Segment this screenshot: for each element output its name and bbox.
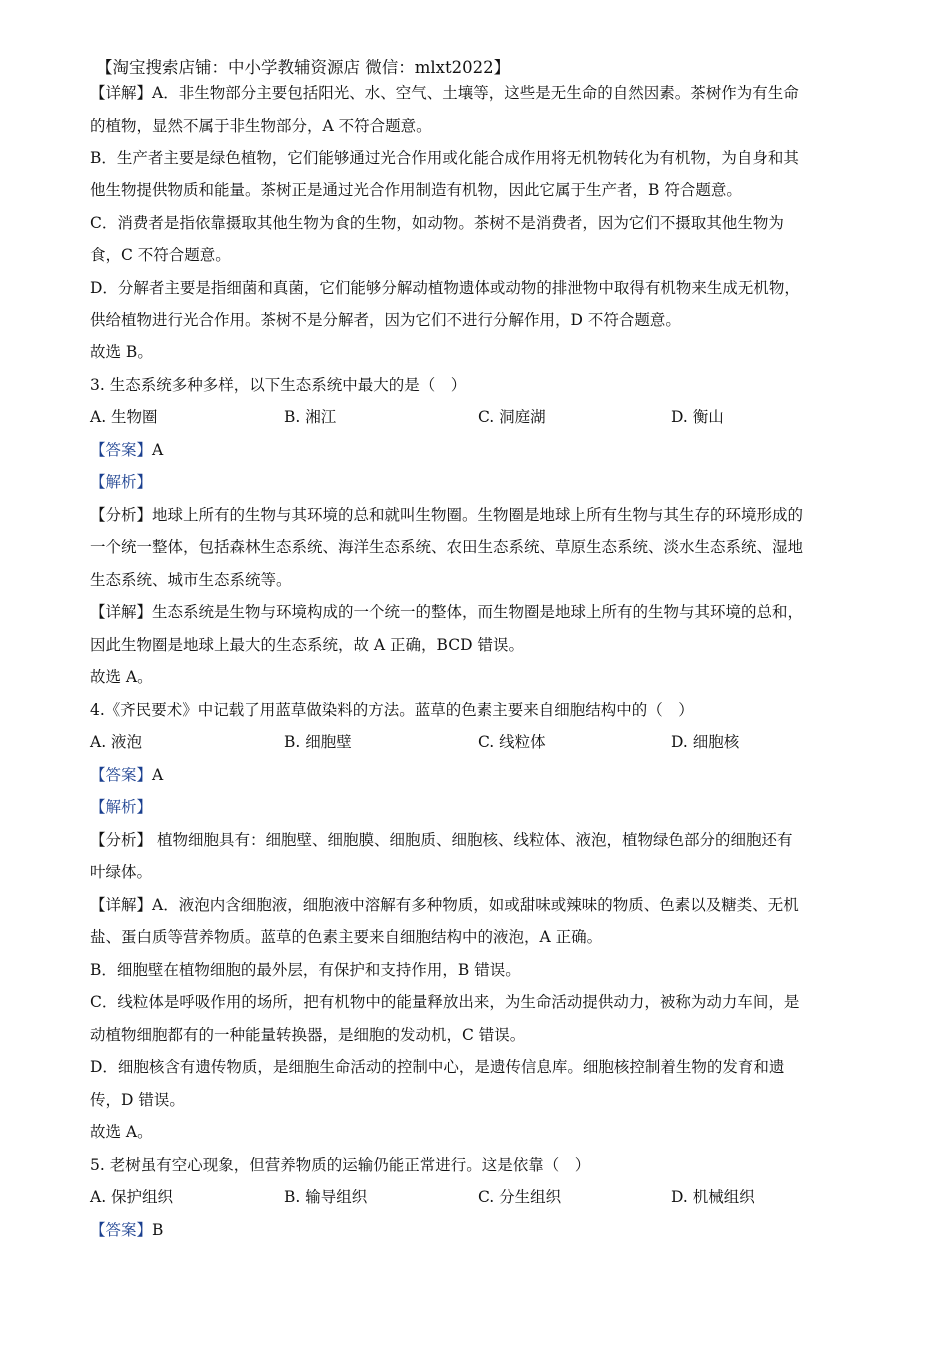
q2-detail-b-line2: 他生物提供物质和能量。茶树正是通过光合作用制造有机物，因此它属于生产者，B 符合题意。 — [90, 181, 742, 199]
q4-option-a: A. 液泡 — [90, 733, 143, 751]
q4-detail-d-line1: D．细胞核含有遗传物质，是细胞生命活动的控制中心，是遗传信息库。细胞核控制着生物的发育和遗 — [90, 1058, 785, 1076]
q4-detail-d-line2: 传，D 错误。 — [90, 1091, 185, 1109]
answer-tag: 【答案】 — [90, 441, 153, 459]
q4-option-b: B. 细胞壁 — [284, 733, 352, 751]
q4-option-d: D. 细胞核 — [671, 733, 740, 751]
q5-option-b: B. 输导组织 — [284, 1188, 368, 1206]
q2-detail-c-line1: C．消费者是指依靠摄取其他生物为食的生物，如动物。茶树不是消费者，因为它们不摄取其他生物为 — [90, 214, 784, 232]
q4-detail-a-line2: 盐、蛋白质等营养物质。蓝草的色素主要来自细胞结构中的液泡，A 正确。 — [90, 928, 603, 946]
q2-detail-a-line2: 的植物，显然不属于非生物部分，A 不符合题意。 — [90, 117, 432, 135]
detail-text: A．液泡内含细胞液，细胞液中溶解有多种物质，如或甜味或辣味的物质、色素以及糖类、无机 — [152, 896, 799, 914]
q3-stem: 3. 生态系统多种多样，以下生态系统中最大的是（ ） — [90, 376, 467, 394]
answer-value: A — [152, 766, 164, 784]
answer-value: B — [152, 1221, 164, 1239]
q4-detail-b: B．细胞壁在植物细胞的最外层，有保护和支持作用，B 错误。 — [90, 961, 521, 979]
detail-text: A．非生物部分主要包括阳光、水、空气、土壤等，这些是无生命的自然因素。茶树作为有生命 — [152, 84, 799, 102]
q3-fenxi-line3: 生态系统、城市生态系统等。 — [90, 571, 292, 589]
detail-text: 生态系统是生物与环境构成的一个统一的整体，而生物圈是地球上所有的生物与其环境的总和， — [152, 603, 804, 621]
page-header: 【淘宝搜索店铺：中小学教辅资源店 微信：mlxt2022】 — [96, 58, 511, 77]
q4-stem: 4.《齐民要术》中记载了用蓝草做染料的方法。蓝草的色素主要来自细胞结构中的（ ） — [90, 701, 694, 719]
fenxi-tag: 【分析】 — [90, 831, 153, 849]
q3-fenxi-line1 — [90, 505, 880, 525]
q4-fenxi-line2: 叶绿体。 — [90, 863, 153, 881]
fenxi-tag: 【分析】 — [90, 506, 153, 524]
q4-detail-c-line1: C．线粒体是呼吸作用的场所，把有机物中的能量释放出来，为生命活动提供动力，被称为动力车间，是 — [90, 993, 800, 1011]
q5-stem: 5. 老树虽有空心现象，但营养物质的运输仍能正常进行。这是依靠（ ） — [90, 1156, 591, 1174]
answer-tag: 【答案】 — [90, 1221, 153, 1239]
detail-tag: 【详解】 — [90, 84, 153, 102]
fenxi-text: 植物细胞具有：细胞壁、细胞膜、细胞质、细胞核、线粒体、液泡，植物绿色部分的细胞还有 — [152, 831, 793, 849]
answer-tag: 【答案】 — [90, 766, 153, 784]
detail-tag: 【详解】 — [90, 896, 153, 914]
q3-option-d: D. 衡山 — [671, 408, 724, 426]
q2-conclusion: 故选 B。 — [90, 343, 153, 361]
answer-value: A — [152, 441, 164, 459]
q4-fenxi-line1 — [90, 830, 880, 850]
q3-detail-line1 — [90, 602, 880, 622]
q3-fenxi-line2: 一个统一整体，包括森林生态系统、海洋生态系统、农田生态系统、草原生态系统、淡水生态系统、湿地 — [90, 538, 804, 556]
q3-answer — [90, 440, 880, 460]
q3-option-a: A. 生物圈 — [90, 408, 158, 426]
q2-detail-c-line2: 食，C 不符合题意。 — [90, 246, 231, 264]
q4-detail-c-line2: 动植物细胞都有的一种能量转换器，是细胞的发动机，C 错误。 — [90, 1026, 526, 1044]
q3-conclusion: 故选 A。 — [90, 668, 153, 686]
q5-option-c: C. 分生组织 — [478, 1188, 562, 1206]
q4-analysis-tag: 【解析】 — [90, 798, 153, 816]
q4-answer — [90, 765, 880, 785]
detail-tag: 【详解】 — [90, 603, 153, 621]
q2-detail-a-line1 — [90, 83, 880, 103]
q5-option-d: D. 机械组织 — [671, 1188, 755, 1206]
q5-option-a: A. 保护组织 — [90, 1188, 174, 1206]
q4-conclusion: 故选 A。 — [90, 1123, 153, 1141]
q3-analysis-tag: 【解析】 — [90, 473, 153, 491]
q2-detail-d-line2: 供给植物进行光合作用。茶树不是分解者，因为它们不进行分解作用，D 不符合题意。 — [90, 311, 681, 329]
q4-detail-a-line1 — [90, 895, 880, 915]
q3-option-b: B. 湘江 — [284, 408, 337, 426]
q5-answer — [90, 1220, 880, 1240]
q3-option-c: C. 洞庭湖 — [478, 408, 546, 426]
fenxi-text: 地球上所有的生物与其环境的总和就叫生物圈。生物圈是地球上所有生物与其生存的环境形成的 — [152, 506, 804, 524]
q3-detail-line2: 因此生物圈是地球上最大的生态系统，故 A 正确，BCD 错误。 — [90, 636, 524, 654]
q2-detail-d-line1: D．分解者主要是指细菌和真菌，它们能够分解动植物遗体或动物的排泄物中取得有机物来生成无机物， — [90, 279, 800, 297]
q4-option-c: C. 线粒体 — [478, 733, 546, 751]
q2-detail-b-line1: B．生产者主要是绿色植物，它们能够通过光合作用或化能合成作用将无机物转化为有机物，为自身和其 — [90, 149, 799, 167]
